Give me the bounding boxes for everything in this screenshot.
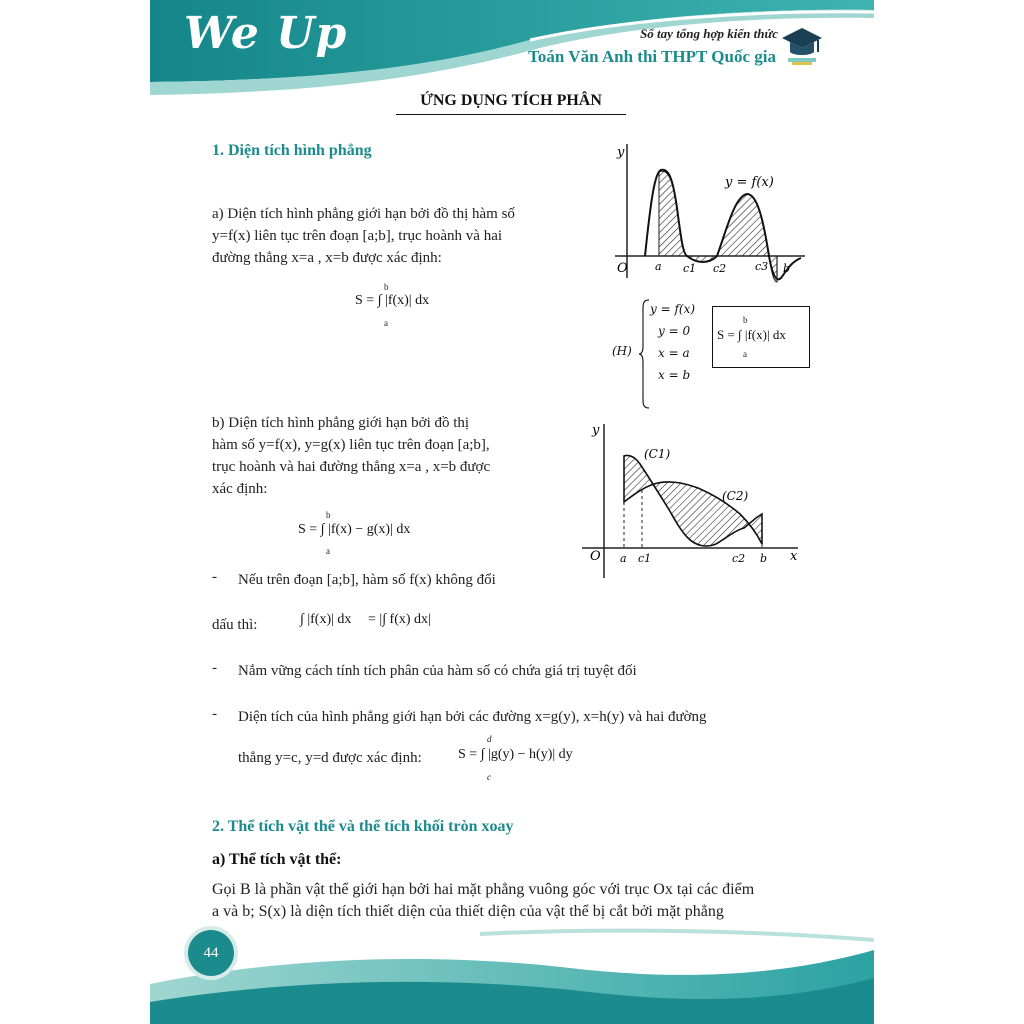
graph2-c2-label: (C2) <box>722 489 749 503</box>
bullet-2-text: Nắm vững cách tính tích phân của hàm số có chứa giá trị tuyệt đối <box>238 663 637 679</box>
graph2-y-label: y <box>592 423 600 438</box>
header-title: Toán Văn Anh thi THPT Quốc gia <box>528 47 776 66</box>
section-2-line2: a và b; S(x) là diện tích thiết diện của thiết diện của vật thể bị cắt bởi mặt phẳng <box>212 903 724 920</box>
bullet-1-formula-left: ∫ |f(x)| dx <box>300 612 352 627</box>
graph1-tick-c1: c1 <box>683 262 697 275</box>
page <box>150 0 874 1024</box>
graph-area-between-curves <box>576 418 808 580</box>
graph2-tick-c1: c1 <box>638 552 652 565</box>
boxed-lower: a <box>743 349 747 359</box>
bullet-3-lower: c <box>487 772 491 782</box>
system-line-1: y = f(x) <box>650 302 696 316</box>
system-line-3: x = a <box>658 346 690 360</box>
graduation-cap-icon <box>780 26 824 66</box>
bullet-dash-2: - <box>212 660 217 676</box>
system-label: (H) <box>612 344 632 358</box>
part-b-line2: hàm số y=f(x), y=g(x) liên tục trên đoạn [a;b], <box>212 437 490 453</box>
part-a-line2: y=f(x) liên tục trên đoạn [a;b], trục hoành và hai <box>212 228 503 244</box>
bullet-dash-1: - <box>212 569 217 585</box>
graph1-tick-c2: c2 <box>713 262 727 275</box>
part-a-line1: a) Diện tích hình phẳng giới hạn bởi đồ thị hàm số <box>212 206 515 222</box>
system-line-2: y = 0 <box>658 324 691 338</box>
logo: We Up <box>184 8 348 59</box>
graph2-origin: O <box>590 549 601 564</box>
bullet-1-cont: dấu thì: <box>212 617 258 633</box>
boxed-formula-text: S = ∫ |f(x)| dx <box>717 327 786 342</box>
graph1-tick-a: a <box>655 260 662 273</box>
header-subtitle: Sổ tay tổng hợp kiến thức <box>640 26 778 41</box>
graph2-tick-b: b <box>760 552 768 565</box>
section-2-line1: Gọi B là phần vật thể giới hạn bởi hai mặt phẳng vuông góc với trục Ox tại các điểm <box>212 881 755 898</box>
boxed-formula <box>712 306 810 368</box>
graph1-curve-label: y = f(x) <box>725 175 774 190</box>
boxed-upper: b <box>743 315 748 325</box>
section-1-heading: 1. Diện tích hình phẳng <box>212 142 372 159</box>
graph2-tick-c2: c2 <box>732 552 746 565</box>
page-number: 44 <box>188 930 234 976</box>
graph1-tick-b: b <box>783 262 791 275</box>
formula-b-lower: a <box>326 546 330 556</box>
part-a-line3: đường thẳng x=a , x=b được xác định: <box>212 250 442 266</box>
formula-a-upper: b <box>384 282 389 292</box>
formula-a-lower: a <box>384 318 388 328</box>
graph2-c1-label: (C1) <box>644 447 671 461</box>
system-line-4: x = b <box>658 368 691 382</box>
part-b-line4: xác định: <box>212 481 268 497</box>
page-title: ỨNG DỤNG TÍCH PHÂN <box>396 92 626 115</box>
graph1-y-label: y <box>617 145 625 160</box>
bullet-dash-3: - <box>212 706 217 722</box>
bullet-1-text: Nếu trên đoạn [a;b], hàm số f(x) không đổi <box>238 572 496 588</box>
footer-banner <box>150 914 874 1024</box>
bullet-3-cont: thẳng y=c, y=d được xác định: <box>238 750 422 766</box>
formula-area-a: S = ∫ |f(x)| dx <box>355 293 430 308</box>
graph2-x-label: x <box>790 549 798 564</box>
graph1-tick-c3: c3 <box>755 260 769 273</box>
graph2-tick-a: a <box>620 552 627 565</box>
bullet-1-formula-right: = |∫ f(x) dx| <box>368 612 431 627</box>
brace-icon <box>638 298 650 410</box>
part-b-line3: trục hoành và hai đường thẳng x=a , x=b được <box>212 459 491 475</box>
graph1-origin: O <box>617 261 628 276</box>
section-2-sub-a: a) Thể tích vật thể: <box>212 851 342 868</box>
formula-b-upper: b <box>326 510 331 520</box>
bullet-3-text: Diện tích của hình phẳng giới hạn bởi các đường x=g(y), x=h(y) và hai đường <box>238 709 707 725</box>
formula-area-b: S = ∫ |f(x) − g(x)| dx <box>298 522 411 537</box>
part-b-line1: b) Diện tích hình phẳng giới hạn bởi đồ thị <box>212 415 470 431</box>
bullet-3-formula: S = ∫ |g(y) − h(y)| dy <box>458 747 573 762</box>
graph-area-under-curve <box>605 138 815 288</box>
section-2-heading: 2. Thể tích vật thể và thể tích khối tròn xoay <box>212 818 514 835</box>
bullet-3-upper: d <box>487 734 492 744</box>
